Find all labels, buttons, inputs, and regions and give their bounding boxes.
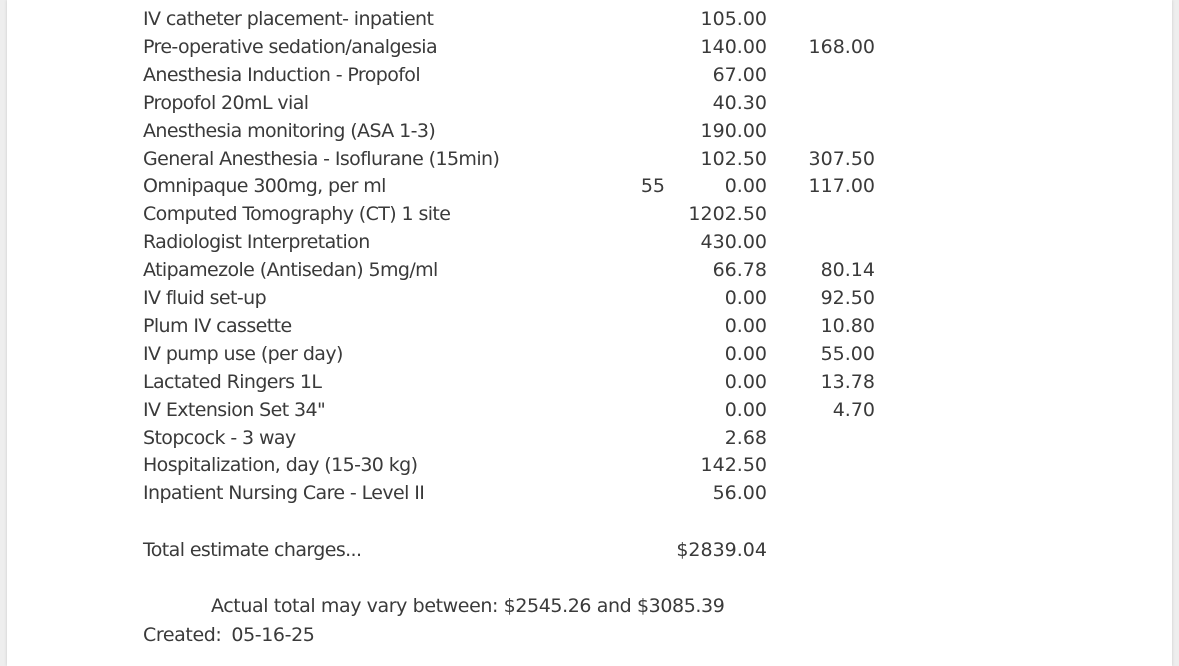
line-item-row xyxy=(143,479,903,507)
line-item-row xyxy=(143,368,903,396)
line-item-row xyxy=(143,228,903,256)
line-item-low-price: 0.00 xyxy=(724,398,767,421)
line-item-high-price: 307.50 xyxy=(808,147,875,170)
line-item-high-price: 168.00 xyxy=(808,35,875,58)
line-item-row xyxy=(143,89,903,117)
total-label: Total estimate charges... xyxy=(143,539,362,561)
line-item-low-price: 105.00 xyxy=(700,8,767,30)
line-item-low-price: 142.50 xyxy=(700,454,767,477)
line-item-row xyxy=(143,33,903,61)
line-item-description: General Anesthesia - Isoflurane (15min) xyxy=(143,147,500,170)
total-value: $2839.04 xyxy=(676,539,767,561)
line-item-description: Anesthesia Induction - Propofol xyxy=(143,63,421,86)
line-item-row xyxy=(143,424,903,452)
line-item-low-price: 2.68 xyxy=(724,426,767,449)
line-item-high-price: 13.78 xyxy=(820,370,875,393)
line-item-row xyxy=(143,256,903,284)
line-item-low-price: 0.00 xyxy=(724,370,767,393)
line-item-low-price: 102.50 xyxy=(700,147,767,170)
line-item-low-price: 0.00 xyxy=(724,314,767,337)
created-label: Created: xyxy=(143,624,222,646)
line-item-row xyxy=(143,312,903,340)
created-date: 05-16-25 xyxy=(231,624,315,646)
line-item-high-price: 10.80 xyxy=(820,314,875,337)
line-item-description: Inpatient Nursing Care - Level II xyxy=(143,482,425,505)
line-item-qty: 55 xyxy=(640,175,665,198)
total-row xyxy=(143,536,903,564)
line-item-description: Stopcock - 3 way xyxy=(143,426,296,449)
line-item-row xyxy=(143,284,903,312)
line-item-description: Radiologist Interpretation xyxy=(143,231,370,254)
line-item-description: Propofol 20mL vial xyxy=(143,91,309,114)
line-item-low-price: 0.00 xyxy=(724,287,767,309)
line-item-low-price: 140.00 xyxy=(700,35,767,58)
line-item-high-price: 80.14 xyxy=(820,259,875,282)
line-item-description: IV catheter placement- inpatient xyxy=(143,8,434,30)
line-item-row xyxy=(143,61,903,89)
line-item-high-price: 55.00 xyxy=(820,342,875,365)
line-item-row xyxy=(143,5,903,33)
line-item-low-price: 56.00 xyxy=(712,482,767,505)
line-item-low-price: 40.30 xyxy=(712,91,767,114)
line-item-low-price: 430.00 xyxy=(700,231,767,254)
line-item-description: Hospitalization, day (15-30 kg) xyxy=(143,454,418,477)
line-item-description: Omnipaque 300mg, per ml xyxy=(143,175,386,198)
line-item-row xyxy=(143,200,903,228)
line-item-row xyxy=(143,340,903,368)
line-item-low-price: 0.00 xyxy=(724,342,767,365)
line-item-description: Plum IV cassette xyxy=(143,314,292,337)
line-item-row xyxy=(143,145,903,173)
line-item-row xyxy=(143,117,903,145)
line-item-row xyxy=(143,172,903,200)
line-item-low-price: 0.00 xyxy=(724,175,767,198)
created-line xyxy=(143,621,314,649)
line-item-description: IV pump use (per day) xyxy=(143,342,343,365)
line-item-high-price: 4.70 xyxy=(832,398,875,421)
line-item-description: IV fluid set-up xyxy=(143,287,267,309)
line-item-description: Anesthesia monitoring (ASA 1-3) xyxy=(143,119,436,142)
line-item-low-price: 66.78 xyxy=(712,259,767,282)
line-item-low-price: 67.00 xyxy=(712,63,767,86)
line-item-description: Pre-operative sedation/analgesia xyxy=(143,35,438,58)
line-item-high-price: 117.00 xyxy=(808,175,875,198)
line-item-low-price: 1202.50 xyxy=(688,203,767,226)
total-range-note: Actual total may vary between: $2545.26 and $3085.39 xyxy=(211,595,725,617)
line-item-low-price: 190.00 xyxy=(700,119,767,142)
line-item-description: Computed Tomography (CT) 1 site xyxy=(143,203,451,226)
line-item-description: IV Extension Set 34" xyxy=(143,398,326,421)
line-item-description: Lactated Ringers 1L xyxy=(143,370,322,393)
line-item-row xyxy=(143,396,903,424)
line-item-row xyxy=(143,451,903,479)
line-item-high-price: 92.50 xyxy=(820,287,875,309)
line-item-description: Atipamezole (Antisedan) 5mg/ml xyxy=(143,259,438,282)
estimate-document xyxy=(7,0,1172,666)
